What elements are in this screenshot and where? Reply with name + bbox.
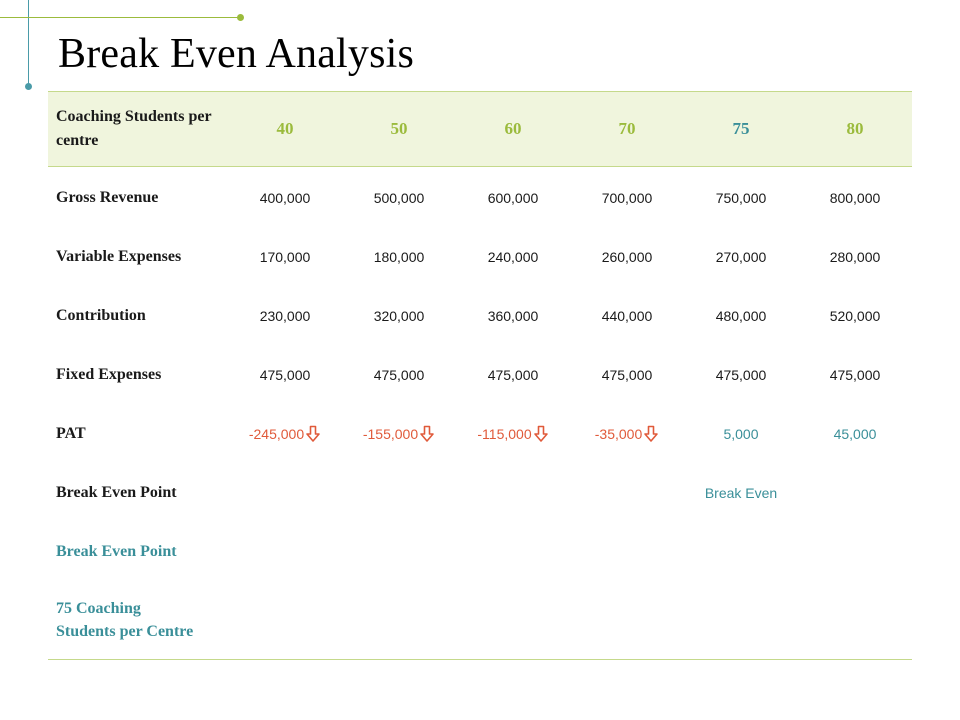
table-cell: 475,000: [373, 366, 425, 383]
table-cell: 475,000: [487, 366, 539, 383]
table-cell: 400,000: [259, 189, 311, 206]
table-cell: 480,000: [715, 307, 767, 324]
decorative-vertical-line: [28, 0, 29, 86]
row-label: PAT: [56, 425, 86, 442]
break-even-students-line1: 75 Coaching: [56, 600, 141, 617]
table-cell: 520,000: [829, 307, 881, 324]
table-cell: 750,000: [715, 189, 767, 206]
arrow-down-icon: [305, 425, 321, 443]
table-row-fixed-expenses: [48, 345, 912, 404]
table-cell: 5,000: [723, 425, 759, 442]
table-row-variable-expenses: [48, 227, 912, 286]
table-cell: 440,000: [601, 307, 653, 324]
table-cell: 475,000: [601, 366, 653, 383]
break-even-table: [48, 91, 912, 660]
row-label: Gross Revenue: [56, 189, 159, 206]
table-row-break-even-note: [48, 522, 912, 581]
header-value-75: 75: [732, 119, 750, 138]
table-cell: 475,000: [829, 366, 881, 383]
table-cell: 180,000: [373, 248, 425, 265]
table-cell: 700,000: [601, 189, 653, 206]
table-row-gross-revenue: [48, 168, 912, 227]
table-cell: 475,000: [259, 366, 311, 383]
row-label: Fixed Expenses: [56, 366, 162, 383]
decorative-horizontal-line: [0, 17, 240, 18]
table-cell: 45,000: [833, 425, 877, 442]
header-value-50: 50: [390, 119, 408, 138]
header-value-80: 80: [846, 119, 864, 138]
decorative-dot-teal: [25, 83, 32, 90]
row-label: Contribution: [56, 307, 146, 324]
break-even-point-label: Break Even Point: [56, 543, 177, 560]
header-value-60: 60: [504, 119, 522, 138]
table-cell: 360,000: [487, 307, 539, 324]
table-row-break-even-point: [48, 463, 912, 522]
table-row-pat: [48, 404, 912, 463]
table-cell: 800,000: [829, 189, 881, 206]
header-label: Coaching Students per centre: [56, 108, 212, 149]
row-label: Variable Expenses: [56, 248, 182, 265]
table-cell: 230,000: [259, 307, 311, 324]
arrow-down-icon: [643, 425, 659, 443]
pat-value: -155,000: [362, 425, 419, 442]
break-even-students-label: [48, 597, 228, 643]
table-cell: 260,000: [601, 248, 653, 265]
table-cell: 270,000: [715, 248, 767, 265]
table-row-contribution: [48, 286, 912, 345]
pat-value: -115,000: [477, 425, 532, 442]
table-cell: 500,000: [373, 189, 425, 206]
pat-value: -245,000: [248, 425, 305, 442]
table-cell: [570, 425, 684, 443]
table-header-row: [48, 91, 912, 167]
table-cell: [228, 425, 342, 443]
table-cell: 170,000: [259, 248, 311, 265]
table-cell: 320,000: [373, 307, 425, 324]
pat-value: -35,000: [594, 425, 643, 442]
header-value-40: 40: [276, 119, 294, 138]
table-cell: 475,000: [715, 366, 767, 383]
table-cell: [342, 425, 456, 443]
header-value-70: 70: [618, 119, 636, 138]
decorative-dot-green: [237, 14, 244, 21]
table-cell: [456, 425, 570, 443]
table-cell: 280,000: [829, 248, 881, 265]
table-row-break-even-students: [48, 581, 912, 659]
break-even-marker: Break Even: [704, 484, 778, 501]
table-cell: 600,000: [487, 189, 539, 206]
arrow-down-icon: [419, 425, 435, 443]
break-even-students-line2: Students per Centre: [56, 623, 194, 640]
row-label: Break Even Point: [56, 484, 177, 501]
page-title: Break Even Analysis: [58, 31, 415, 77]
table-cell: 240,000: [487, 248, 539, 265]
arrow-down-icon: [533, 425, 549, 443]
